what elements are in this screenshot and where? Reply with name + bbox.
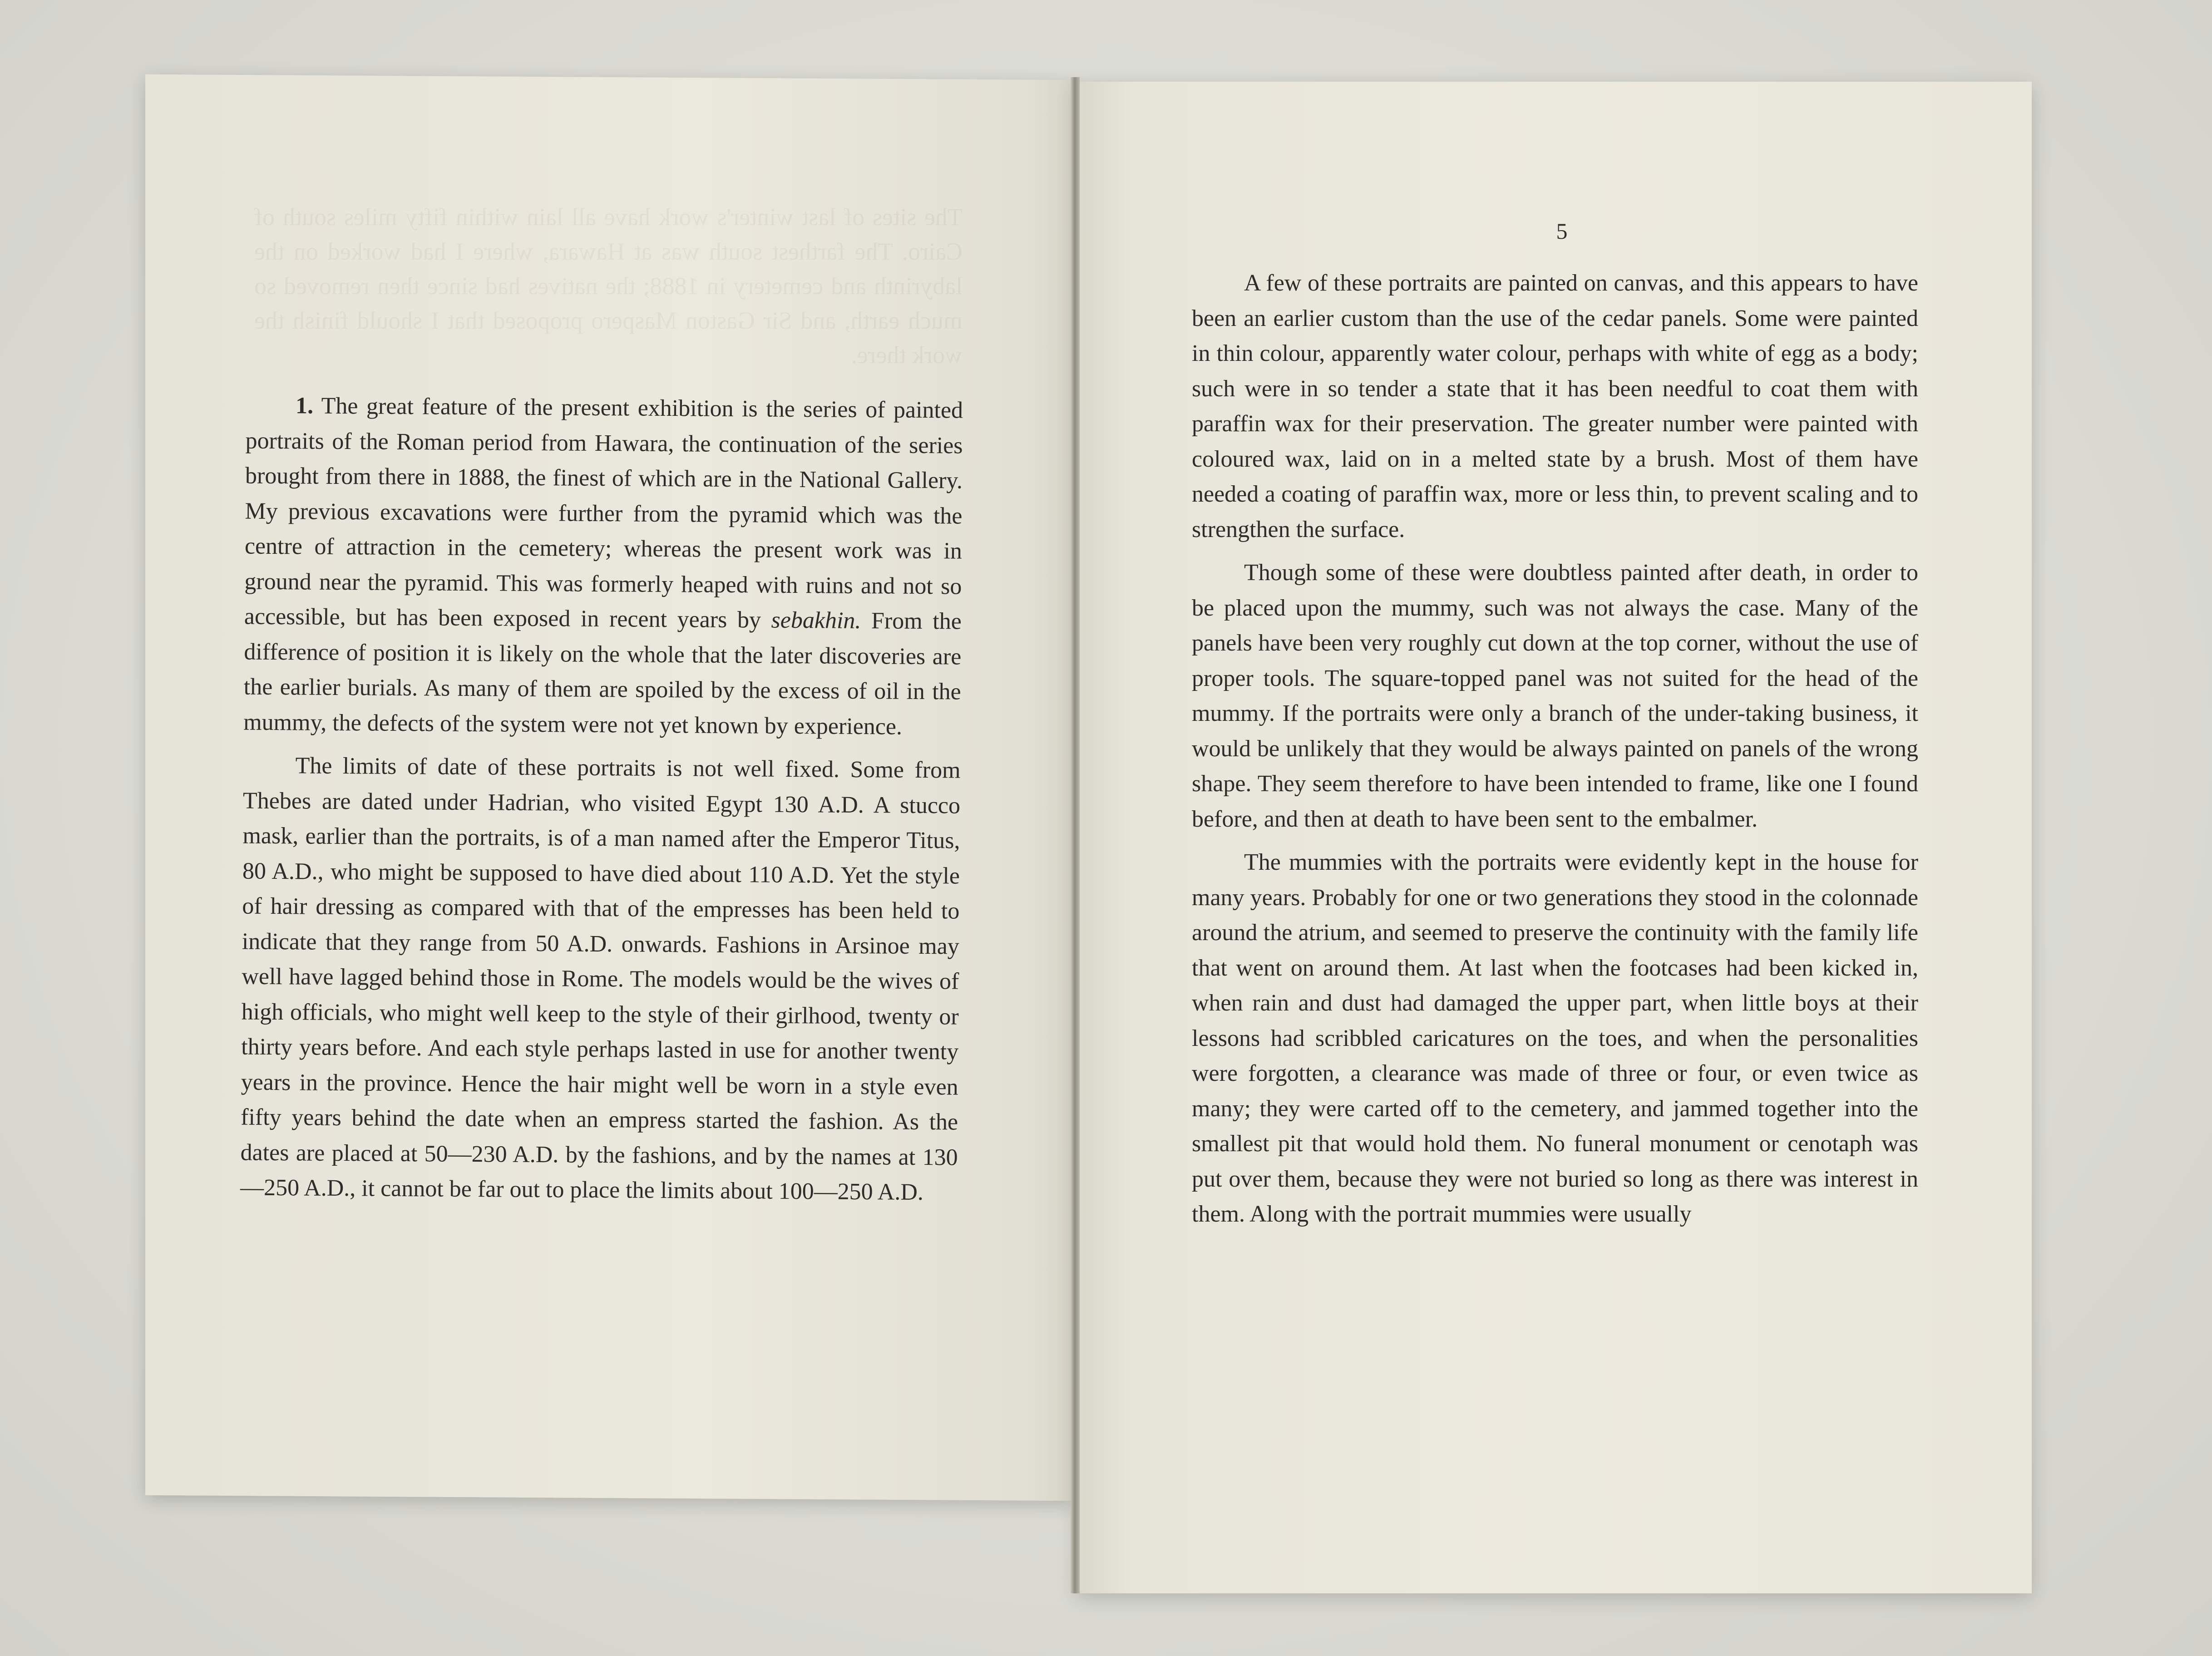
paragraph-1 [243, 388, 963, 745]
paragraph-text: The great feature of the present exhibition is the series of painted portraits of the Roman period from Hawara, the continuation of the series brought from there in 1888, the finest of which are in the National Gallery. My previous excavations were further from the pyramid which was the centre of attraction in the cemetery; whereas the present work was in ground near the pyramid. This was formerly heaped with ruins and not so accessible, but has been exposed in recent years by [244, 393, 963, 633]
section-number: 1. [295, 393, 314, 419]
paragraph-5: The mummies with the portraits were evidently kept in the house for many years. Probably for one or two generations they stood in the colonnade around the atrium, and seemed to preserve the continuity with the family life that went on around them. At last when the footcases had been kicked in, when rain and dust had damaged the upper part, when little boys at their lessons had scribbled caricatures on the toes, and when the personalities were forgotten, a clearance was made of three or four, or even twice as many; they were carted off to the cemetery, and jammed together into the smallest pit that would hold them. No funeral monument or cenotaph was put over them, because they were not buried so long as there was interest in them. Along with the portrait mummies were usually [1192, 849, 1918, 1227]
paragraph-text: The limits of date of these portraits is not well fixed. Some from Thebes are dated under Hadrian, who visited Egypt 130 A.D. A stucco mask, earlier than the portraits, is of a man named after the Emperor Titus, 80 A.D., who might be supposed to have died about 110 A.D. Yet the style of hair dressing as compared with that of the empresses has been held to indicate that they range from 50 A.D. onwards. Fashions in Arsinoe may well have lagged behind those in Rome. The models would be the wives of high officials, who might well keep to the style of their girlhood, twenty or thirty years before. And each style perhaps lasted in use for another twenty years in the province. Hence the hair might well be worn in a style even fifty years behind the date when an empress started the fashion. As the dates are placed at 50—230 A.D. by the fashions, and by the names at 130—250 A.D., it cannot be far out to place the limits about 100—250 A.D. [240, 753, 961, 1205]
page-number: 5 [1556, 218, 1568, 244]
show-through-text: The sites of last winter's work have all lain within fifty miles south of Cairo. The farthest south was at Hawara, where I had worked on the labyrinth and cemetery in 1888; the natives had since then removed so much earth, and Sir Gaston Maspero proposed that I should finish the work there. [254, 203, 963, 369]
paragraph-4: Though some of these were doubtless painted after death, in order to be placed upon the mummy, such was not always the case. Many of the panels have been very roughly cut down at the top corner, without the use of proper tools. The square-topped panel was not suited for the head of the mummy. If the portraits were only a branch of the under-taking business, it would be unlikely that they would be always painted on panels of the wrong shape. They seem therefore to have been intended to frame, like one I found before, and then at death to have been sent to the embalmer. [1192, 560, 1918, 832]
right-page-text [1192, 266, 1918, 1240]
paragraph-2 [240, 748, 961, 1210]
paragraph-text-continued: From the difference of position it is likely on the whole that the later discoveries are the earlier burials. As many of them are spoiled by the excess of oil in the mummy, the defects of the system were not yet known by experience. [243, 608, 962, 740]
italic-term: sebakhin. [771, 607, 861, 634]
book-gutter [1071, 77, 1080, 1593]
paragraph-3: A few of these portraits are painted on canvas, and this appears to have been an earlier custom than the use of the cedar panels. Some were painted in thin colour, apparently water colour, perhaps with white of egg as a body; such were in so tender a state that it has been needful to coat them with paraffin wax for their preservation. The greater number were painted with coloured wax, laid on in a melted state by a brush. Most of them have needed a coating of paraffin wax, more or less thin, to prevent scaling and to strengthen the surface. [1192, 270, 1918, 542]
left-page-text [240, 388, 963, 1218]
